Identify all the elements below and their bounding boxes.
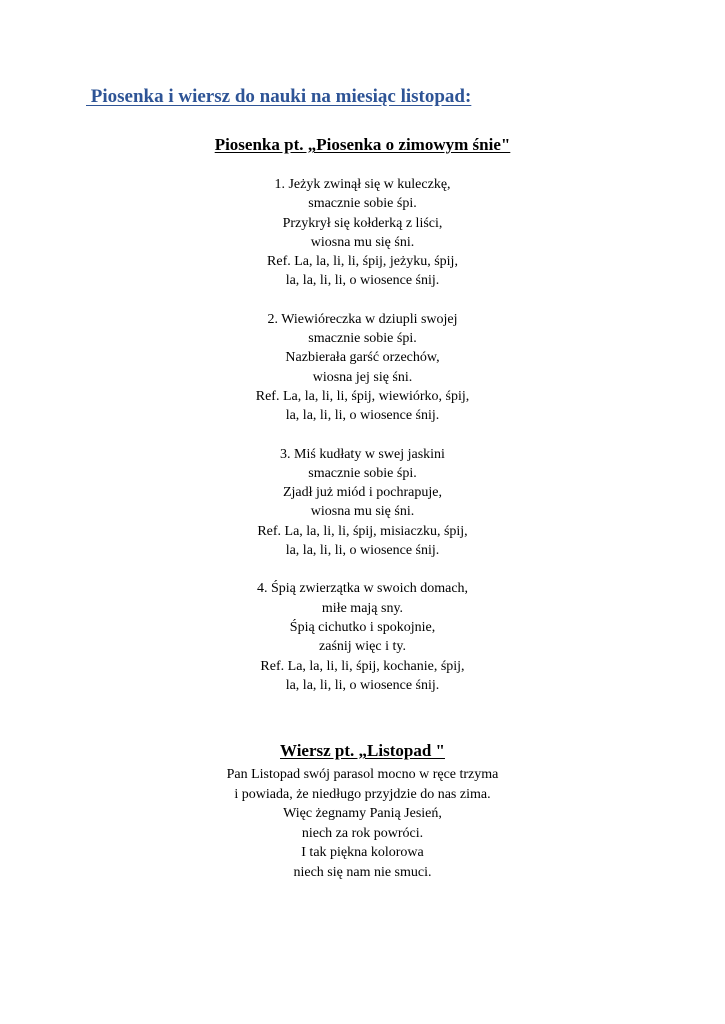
refrain-line: la, la, li, li, o wiosence śnij. [285,273,440,289]
verse-line: 1. Jeżyk zwinął się w kuleczkę, [274,177,451,192]
verse-line: smacznie sobie śpi. [308,331,417,347]
poem-line: niech za rok powróci. [301,825,424,841]
song-lyrics [0,175,725,714]
verse-3 [0,445,725,561]
verse-1 [0,175,725,291]
verse-line: 2. Wiewióreczka w dziupli swojej [267,311,458,327]
refrain-line: Ref. La, la, li, li, śpij, misiaczku, śpij, [257,523,468,539]
verse-line: 3. Miś kudłaty w swej jaskini [280,446,445,462]
refrain-line: Ref. La, la, li, li, śpij, wiewiórko, śpij, [255,388,470,404]
verse-line: Zjadł już miód i pochrapuje, [282,485,442,501]
verse-line: Śpią cichutko i spokojnie, [289,619,436,635]
poem-line: i powiada, że niedługo przyjdzie do nas zima. [234,786,491,802]
refrain-line: Ref. La, la, li, li, śpij, jeżyku, śpij, [267,254,458,270]
poem-line: I tak piękna kolorowa [301,845,424,860]
poem-text [0,765,725,882]
verse-line: smacznie sobie śpi. [308,465,417,481]
verse-line: wiosna mu się śni. [310,234,415,250]
verse-4 [0,579,725,695]
refrain-line: Ref. La, la, li, li, śpij, kochanie, śpij, [260,658,465,674]
verse-line: smacznie sobie śpi. [308,196,417,212]
verse-line: miłe mają sny. [321,600,404,616]
main-title: Piosenka i wiersz do nauki na miesiąc listopad: [86,86,472,107]
refrain-line: la, la, li, li, o wiosence śnij. [285,543,440,559]
song-title: Piosenka pt. „Piosenka o zimowym śnie" [214,135,511,154]
verse-line: zaśnij więc i ty. [319,639,406,655]
verse-line: Przykrył się kołderką z liści, [282,215,443,231]
poem-line: Więc żegnamy Panią Jesień, [283,806,442,821]
verse-line: 4. Śpią zwierzątka w swoich domach, [256,581,469,597]
poem-title: Wiersz pt. „Listopad " [280,741,445,760]
verse-2 [0,310,725,426]
verse-line: Nazbierała garść orzechów, [285,350,440,366]
poem-line: Pan Listopad swój parasol mocno w ręce trzyma [226,767,499,782]
verse-line: wiosna jej się śni. [312,369,413,385]
verse-line: wiosna mu się śni. [310,504,415,520]
poem-line: niech się nam nie smuci. [293,864,432,880]
refrain-line: la, la, li, li, o wiosence śnij. [285,408,440,424]
refrain-line: la, la, li, li, o wiosence śnij. [285,677,440,693]
